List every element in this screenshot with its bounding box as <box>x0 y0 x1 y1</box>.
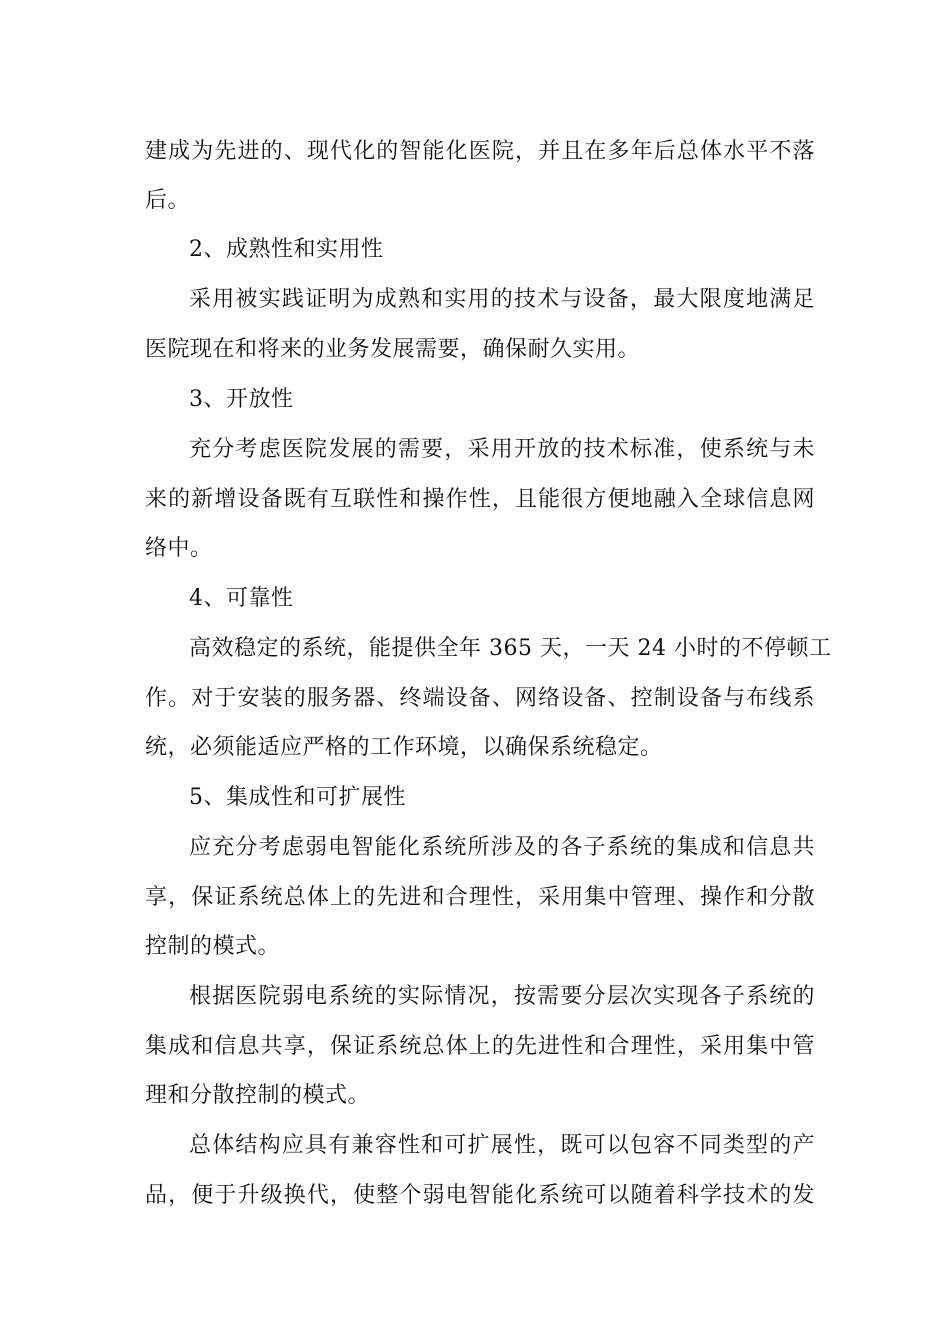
paragraph-line: 统，必须能适应严格的工作环境，以确保系统稳定。 <box>145 735 663 760</box>
paragraph-line: 采用被实践证明为成熟和实用的技术与设备，最大限度地满足 <box>189 287 815 312</box>
paragraph-line: 医院现在和将来的业务发展需要，确保耐久实用。 <box>145 337 641 362</box>
section-heading: 4、可靠性 <box>189 586 294 611</box>
paragraph-line: 控制的模式。 <box>145 934 281 959</box>
paragraph-line: 享，保证系统总体上的先进和合理性，采用集中管理、操作和分散 <box>145 885 815 910</box>
paragraph-line: 充分考虑医院发展的需要，采用开放的技术标准，使系统与未 <box>189 437 815 462</box>
section-heading: 2、成熟性和实用性 <box>189 237 384 262</box>
paragraph-line: 来的新增设备既有互联性和操作性，且能很方便地融入全球信息网 <box>145 487 815 512</box>
section-heading: 3、开放性 <box>189 387 294 412</box>
paragraph-line: 络中。 <box>145 536 213 561</box>
paragraph-line: 品，便于升级换代，使整个弱电智能化系统可以随着科学技术的发 <box>145 1183 815 1208</box>
paragraph-line: 理和分散控制的模式。 <box>145 1083 371 1108</box>
paragraph-line: 高效稳定的系统，能提供全年 365 天，一天 24 小时的不停顿工 <box>189 636 832 661</box>
paragraph-line: 后。 <box>145 188 191 213</box>
paragraph-line: 作。对于安装的服务器、终端设备、网络设备、控制设备与布线系 <box>145 686 815 711</box>
paragraph-line: 应充分考虑弱电智能化系统所涉及的各子系统的集成和信息共 <box>189 835 815 860</box>
paragraph-line: 建成为先进的、现代化的智能化医院，并且在多年后总体水平不落 <box>145 139 815 164</box>
paragraph-line: 总体结构应具有兼容性和可扩展性，既可以包容不同类型的产 <box>189 1133 815 1158</box>
section-heading: 5、集成性和可扩展性 <box>189 785 406 810</box>
paragraph-line: 根据医院弱电系统的实际情况，按需要分层次实现各子系统的 <box>189 984 815 1009</box>
paragraph-line: 集成和信息共享，保证系统总体上的先进性和合理性，采用集中管 <box>145 1034 815 1059</box>
